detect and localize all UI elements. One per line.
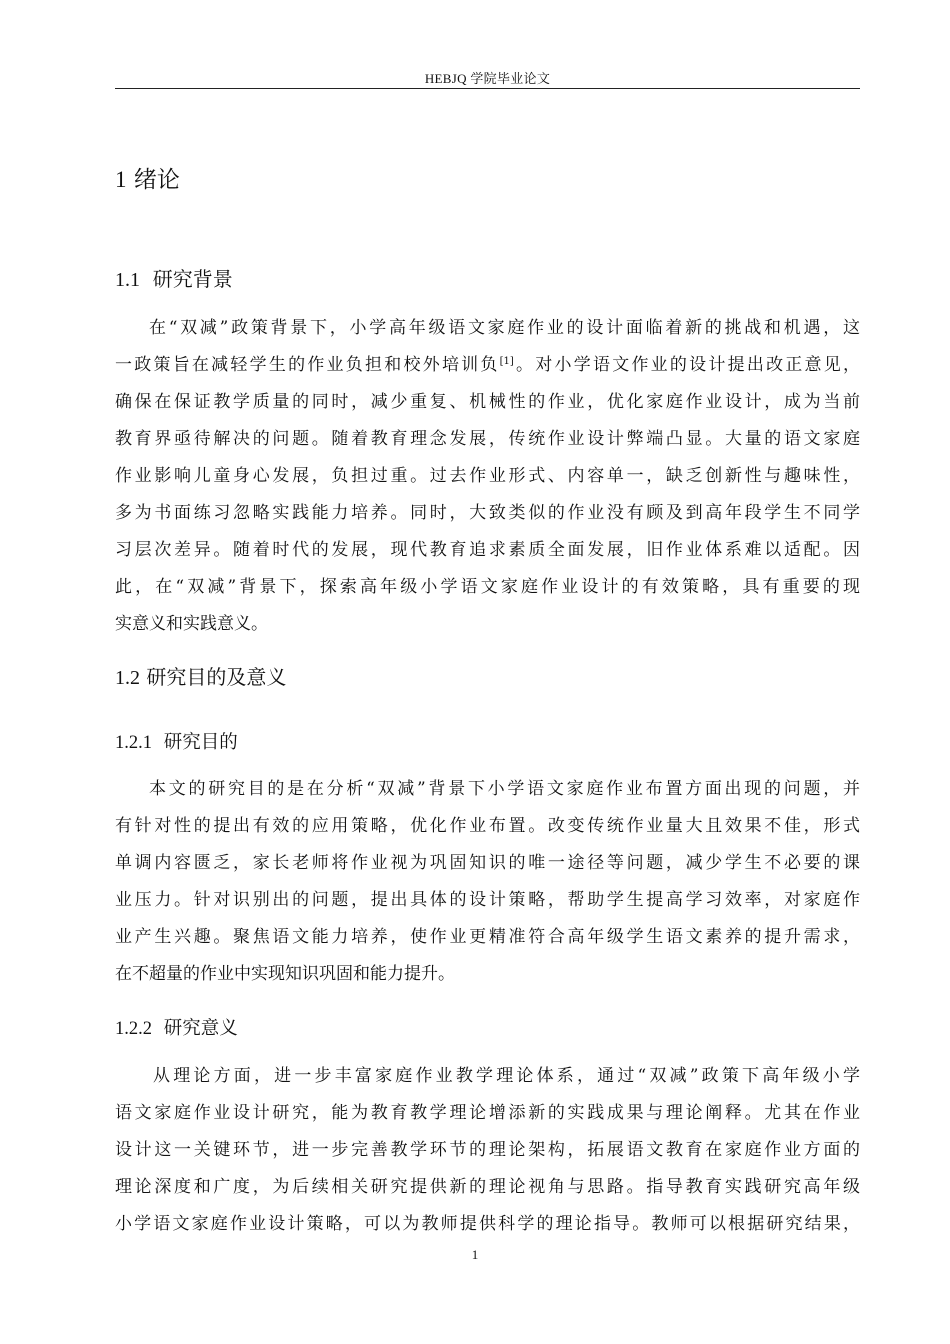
citation-ref: [1]	[499, 356, 514, 367]
subsection-title: 研究意义	[163, 1018, 238, 1039]
text-line: 作业影响儿童身心发展，负担过重。过去作业形式、内容单一，缺乏创新性与趣味性，	[115, 466, 860, 486]
header-rule	[115, 88, 860, 89]
text-line: 教育界亟待解决的问题。随着教育理念发展，传统作业设计弊端凸显。大量的语文家庭	[115, 429, 860, 449]
background-paragraph	[115, 310, 860, 643]
chapter-number: 1	[115, 167, 127, 192]
running-header: HEBJQ 学院毕业论文	[424, 71, 551, 86]
text-line: 有针对性的提出有效的应用策略，优化作业布置。改变传统作业量大且效果不佳，形式	[115, 816, 860, 836]
significance-paragraph	[115, 1058, 860, 1243]
text-segment: 一政策旨在减轻学生的作业负担和校外培训负	[115, 355, 500, 375]
text-line: 此，在“双减”背景下，探索高年级小学语文家庭作业设计的有效策略，具有重要的现	[115, 577, 860, 597]
text-line: 从理论方面，进一步丰富家庭作业教学理论体系，通过“双减”政策下高年级小学	[153, 1066, 860, 1086]
text-line: 习层次差异。随着时代的发展，现代教育追求素质全面发展，旧作业体系难以适配。因	[115, 540, 860, 560]
subsection-1-2-2-heading	[115, 1014, 238, 1040]
section-title: 研究背景	[152, 267, 233, 291]
text-line: 设计这一关键环节，进一步完善教学环节的理论架构，拓展语文教育在家庭作业方面的	[115, 1140, 860, 1160]
text-segment: 。对小学语文作业的设计提出改正意见，	[513, 355, 861, 375]
subsection-number: 1.2.1	[115, 733, 152, 753]
chapter-title: 绪论	[133, 167, 180, 193]
section-number: 1.2	[115, 667, 140, 689]
text-line: 多为书面练习忽略实践能力培养。同时，大致类似的作业没有顾及到高年段学生不同学	[115, 503, 860, 523]
text-line: 在“双减”政策背景下，小学高年级语文家庭作业的设计面临着新的挑战和机遇，这	[149, 318, 860, 338]
text-line	[115, 347, 860, 384]
purpose-paragraph	[115, 771, 860, 993]
chapter-heading	[115, 161, 180, 194]
subsection-number: 1.2.2	[115, 1019, 152, 1039]
text-line: 确保在保证教学质量的同时，减少重复、机械性的作业，优化家庭作业设计，成为当前	[115, 392, 860, 412]
subsection-title: 研究目的	[163, 732, 238, 753]
text-line: 业压力。针对识别出的问题，提出具体的设计策略，帮助学生提高学习效率，对家庭作	[115, 890, 860, 910]
text-line: 本文的研究目的是在分析“双减”背景下小学语文家庭作业布置方面出现的问题，并	[149, 779, 860, 799]
section-1-2-heading	[115, 661, 286, 690]
text-line: 语文家庭作业设计研究，能为教育教学理论增添新的实践成果与理论阐释。尤其在作业	[115, 1103, 860, 1123]
text-line: 业产生兴趣。聚焦语文能力培养，使作业更精准符合高年级学生语文素养的提升需求，	[115, 927, 860, 947]
subsection-1-2-1-heading	[115, 728, 238, 754]
text-line: 实意义和实践意义。	[115, 614, 268, 634]
section-1-1-heading	[115, 263, 233, 292]
text-line: 小学语文家庭作业设计策略，可以为教师提供科学的理论指导。教师可以根据研究结果，	[115, 1214, 860, 1234]
text-line: 在不超量的作业中实现知识巩固和能力提升。	[115, 964, 455, 984]
section-title: 研究目的及意义	[146, 665, 287, 689]
text-line: 理论深度和广度，为后续相关研究提供新的理论视角与思路。指导教育实践研究高年级	[115, 1177, 860, 1197]
page-number: 1	[471, 1247, 479, 1262]
text-line: 单调内容匮乏，家长老师将作业视为巩固知识的唯一途径等问题，减少学生不必要的课	[115, 853, 860, 873]
section-number: 1.1	[115, 269, 140, 291]
